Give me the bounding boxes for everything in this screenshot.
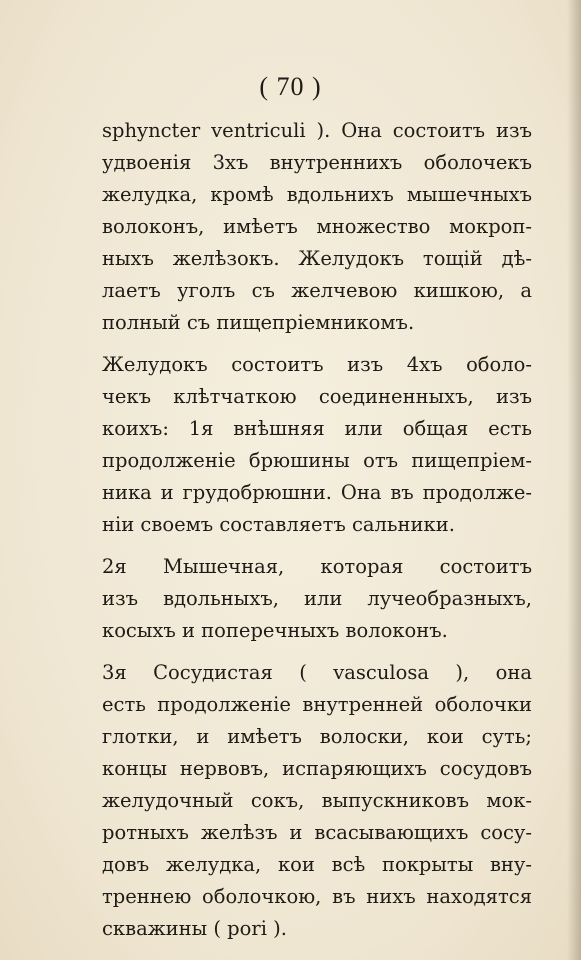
text-line: скважины ( pori ). bbox=[102, 917, 287, 940]
page-number: ( 70 ) bbox=[259, 72, 322, 101]
text-line: волоконъ, имѣетъ множество мокроп- bbox=[102, 215, 532, 238]
text-line: есть продолженіе внутренней оболочки bbox=[102, 693, 532, 716]
text-line: Желудокъ состоитъ изъ 4хъ оболо- bbox=[102, 353, 532, 376]
text-line: довъ желудка, кои всѣ покрыты вну- bbox=[102, 853, 532, 876]
text-line: чекъ клѣтчаткою соединенныхъ, изъ bbox=[102, 385, 532, 408]
text-line: коихъ: 1я внѣшняя или общая есть bbox=[102, 417, 532, 440]
text-line: треннею оболочкою, въ нихъ находятся bbox=[102, 885, 532, 908]
text-line: удвоенія 3хъ внутреннихъ оболочекъ bbox=[102, 151, 532, 174]
text-line: лаетъ уголъ съ желчевою кишкою, а bbox=[102, 279, 532, 302]
text-line: ротныхъ желѣзъ и всасывающихъ сосу- bbox=[102, 821, 532, 844]
text-line: ника и грудобрюшни. Она въ продолже- bbox=[102, 481, 532, 504]
body-text bbox=[102, 115, 532, 945]
page-edge-shadow bbox=[567, 0, 581, 960]
text-line: желудочный сокъ, выпускниковъ мок- bbox=[102, 789, 532, 812]
text-line: изъ вдольныхъ, или лучеобразныхъ, bbox=[102, 587, 532, 610]
text-line: косыхъ и поперечныхъ волоконъ. bbox=[102, 619, 448, 642]
text-line: глотки, и имѣетъ волоски, кои суть; bbox=[102, 725, 532, 748]
text-line: ныхъ желѣзокъ. Желудокъ тощій дѣ- bbox=[102, 247, 532, 270]
text-line: sphyncter ventriculi ). Она состоитъ изъ bbox=[102, 119, 532, 142]
text-line: 3я Сосудистая ( vasculosa ), она bbox=[102, 661, 532, 684]
text-line: желудка, кромѣ вдольнихъ мышечныхъ bbox=[102, 183, 532, 206]
text-line: полный съ пищепріемникомъ. bbox=[102, 311, 415, 334]
text-line: концы нервовъ, испаряющихъ сосудовъ bbox=[102, 757, 532, 780]
text-line: ніи своемъ составляетъ сальники. bbox=[102, 513, 455, 536]
text-line: 2я Мышечная, которая состоитъ bbox=[102, 555, 532, 578]
text-line: продолженіе брюшины отъ пищепріем- bbox=[102, 449, 532, 472]
